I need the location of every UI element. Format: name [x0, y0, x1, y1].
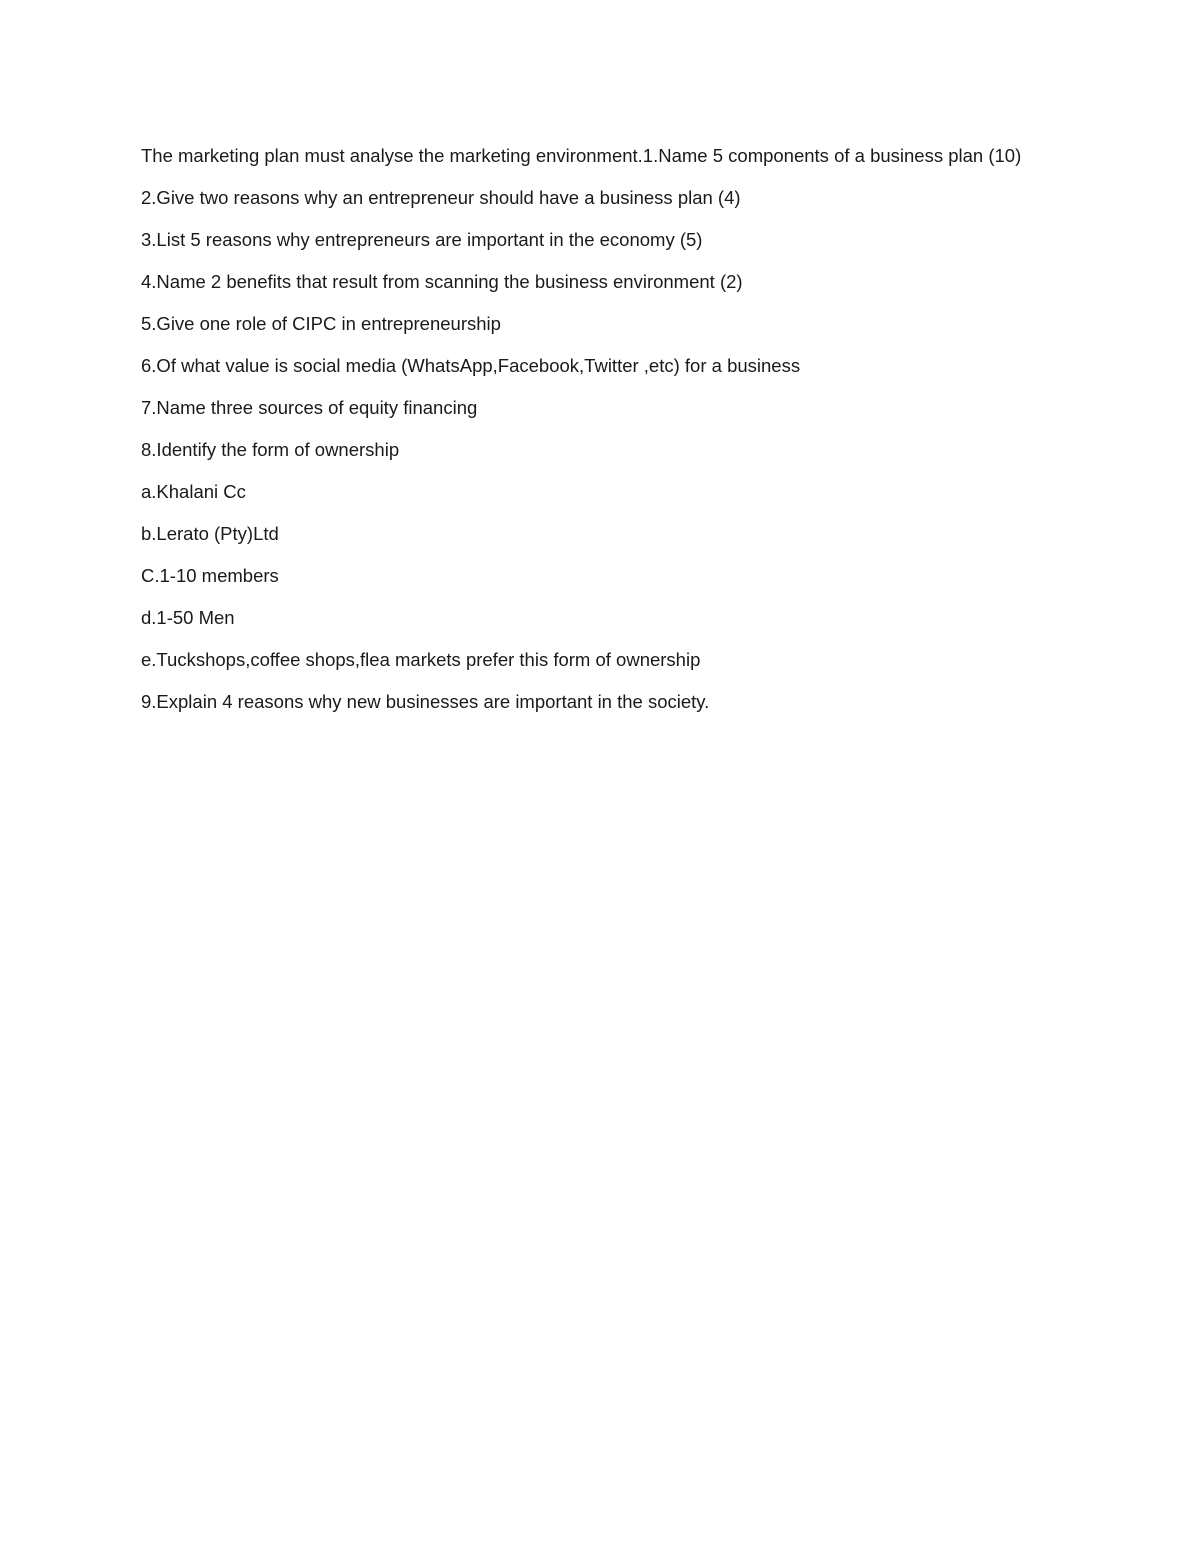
- question-7: 7.Name three sources of equity financing: [141, 397, 478, 418]
- question-8b: b.Lerato (Pty)Ltd: [141, 523, 279, 544]
- question-8e: e.Tuckshops,coffee shops,flea markets prefer this form of ownership: [141, 649, 701, 670]
- question-9: 9.Explain 4 reasons why new businesses are important in the society.: [141, 691, 710, 712]
- question-8: 8.Identify the form of ownership: [141, 439, 400, 460]
- question-intro-1: The marketing plan must analyse the marketing environment.1.Name 5 components of a business plan (10): [141, 145, 1022, 166]
- question-5: 5.Give one role of CIPC in entrepreneurship: [141, 313, 501, 334]
- question-4: 4.Name 2 benefits that result from scanning the business environment (2): [141, 271, 743, 292]
- question-8d: d.1-50 Men: [141, 607, 235, 628]
- question-6: 6.Of what value is social media (WhatsApp,Facebook,Twitter ,etc) for a business: [141, 355, 801, 376]
- question-2: 2.Give two reasons why an entrepreneur should have a business plan (4): [141, 187, 741, 208]
- document-body: [141, 143, 1061, 731]
- question-8a: a.Khalani Cc: [141, 481, 246, 502]
- question-8c: C.1-10 members: [141, 565, 279, 586]
- question-3: 3.List 5 reasons why entrepreneurs are important in the economy (5): [141, 229, 703, 250]
